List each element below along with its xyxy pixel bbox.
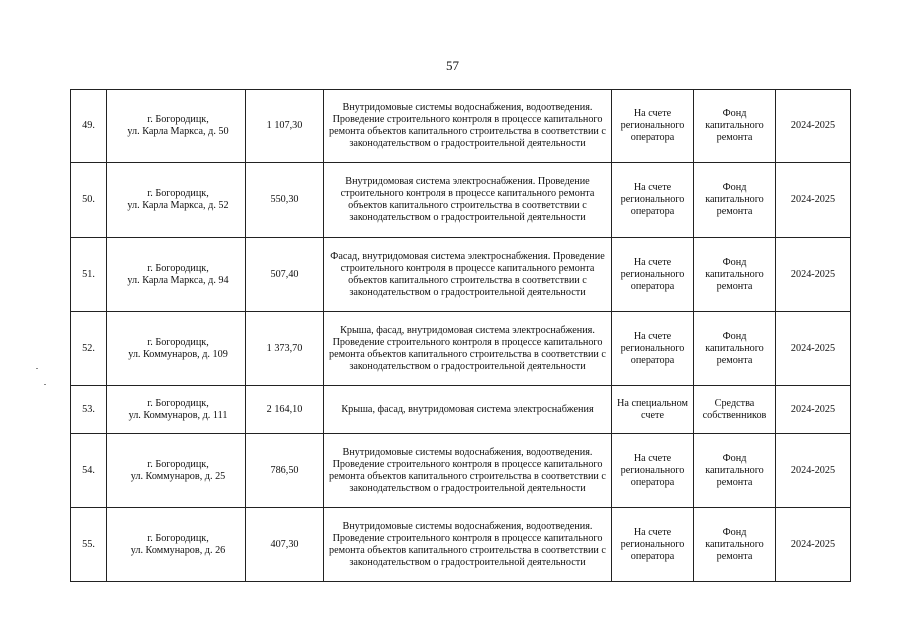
- address-cell: [107, 312, 246, 386]
- account-cell: На счете регионального оператора: [612, 434, 694, 508]
- table-row: [71, 90, 851, 163]
- table-row: [71, 163, 851, 238]
- row-number: 55.: [71, 508, 107, 582]
- address-street: ул. Карла Маркса, д. 50: [127, 126, 229, 137]
- table-row: [71, 312, 851, 386]
- works-cell: Внутридомовая система электроснабжения. Проведение строительного контроля в процессе капитального ремонта объектов капитального строительства в соответствии с законодательством о градостроительной деятельности: [324, 163, 612, 238]
- account-cell: На счете регионального оператора: [612, 238, 694, 312]
- address-city: г. Богородицк,: [147, 188, 209, 199]
- cost-cell: 1 373,70: [246, 312, 324, 386]
- table-row: [71, 508, 851, 582]
- address-city: г. Богородицк,: [147, 458, 209, 470]
- address-street: ул. Коммунаров, д. 25: [130, 470, 226, 482]
- scan-artifact-mark: [44, 384, 46, 385]
- repair-registry-table: [70, 89, 851, 582]
- row-number: 50.: [71, 163, 107, 238]
- cost-cell: 1 107,30: [246, 90, 324, 163]
- address-cell: [107, 508, 246, 582]
- account-cell: На счете регионального оператора: [612, 312, 694, 386]
- cost-cell: 507,40: [246, 238, 324, 312]
- row-number: 52.: [71, 312, 107, 386]
- cost-cell: 550,30: [246, 163, 324, 238]
- table-row: [71, 238, 851, 312]
- address-street: ул. Коммунаров, д. 26: [130, 544, 226, 556]
- funding-source-cell: Фонд капитального ремонта: [694, 238, 776, 312]
- works-cell: Внутридомовые системы водоснабжения, водоотведения. Проведение строительного контроля в процессе капитального ремонта объектов капитального строительства в соответствии с законодательством о градостроительной деятельности: [324, 90, 612, 163]
- period-cell: 2024-2025: [776, 312, 851, 386]
- cost-cell: 786,50: [246, 434, 324, 508]
- period-cell: 2024-2025: [776, 163, 851, 238]
- works-cell: Внутридомовые системы водоснабжения, водоотведения. Проведение строительного контроля в процессе капитального ремонта объектов капитального строительства в соответствии с законодательством о градостроительной деятельности: [324, 508, 612, 582]
- works-cell: Фасад, внутридомовая система электроснабжения. Проведение строительного контроля в процессе капитального ремонта объектов капитального строительства в соответствии с законодательством о градостроительной деятельности: [324, 238, 612, 312]
- funding-source-cell: Фонд капитального ремонта: [694, 508, 776, 582]
- address-cell: [107, 386, 246, 434]
- funding-source-cell: Фонд капитального ремонта: [694, 434, 776, 508]
- address-street: ул. Коммунаров, д. 111: [128, 409, 228, 421]
- row-number: 49.: [71, 90, 107, 163]
- row-number: 53.: [71, 386, 107, 434]
- address-city: г. Богородицк,: [147, 114, 209, 125]
- address-street: ул. Карла Маркса, д. 52: [127, 200, 229, 211]
- address-cell: [107, 163, 246, 238]
- row-number: 54.: [71, 434, 107, 508]
- funding-source-cell: Средства собственников: [694, 386, 776, 434]
- address-city: г. Богородицк,: [147, 532, 209, 544]
- address-street: ул. Коммунаров, д. 109: [128, 348, 228, 360]
- period-cell: 2024-2025: [776, 238, 851, 312]
- works-cell: Крыша, фасад, внутридомовая система электроснабжения. Проведение строительного контроля в процессе капитального ремонта объектов капитального строительства в соответствии с законодательством о градостроительной деятельности: [324, 312, 612, 386]
- scan-artifact-mark: [36, 368, 38, 369]
- address-cell: [107, 434, 246, 508]
- account-cell: На специальном счете: [612, 386, 694, 434]
- period-cell: 2024-2025: [776, 508, 851, 582]
- funding-source-cell: Фонд капитального ремонта: [694, 90, 776, 163]
- table-row: [71, 386, 851, 434]
- account-cell: На счете регионального оператора: [612, 508, 694, 582]
- cost-cell: 2 164,10: [246, 386, 324, 434]
- works-cell: Внутридомовые системы водоснабжения, водоотведения. Проведение строительного контроля в процессе капитального ремонта объектов капитального строительства в соответствии с законодательством о градостроительной деятельности: [324, 434, 612, 508]
- cost-cell: 407,30: [246, 508, 324, 582]
- page-number: 57: [446, 58, 459, 73]
- address-city: г. Богородицк,: [147, 262, 209, 274]
- funding-source-cell: Фонд капитального ремонта: [694, 163, 776, 238]
- address-city: г. Богородицк,: [147, 397, 209, 409]
- period-cell: 2024-2025: [776, 434, 851, 508]
- account-cell: На счете регионального оператора: [612, 163, 694, 238]
- period-cell: 2024-2025: [776, 386, 851, 434]
- period-cell: 2024-2025: [776, 90, 851, 163]
- row-number: 51.: [71, 238, 107, 312]
- account-cell: На счете регионального оператора: [612, 90, 694, 163]
- funding-source-cell: Фонд капитального ремонта: [694, 312, 776, 386]
- table-row: [71, 434, 851, 508]
- address-street: ул. Карла Маркса, д. 94: [127, 274, 229, 286]
- works-cell: Крыша, фасад, внутридомовая система электроснабжения: [324, 386, 612, 434]
- address-cell: [107, 90, 246, 163]
- address-cell: [107, 238, 246, 312]
- address-city: г. Богородицк,: [147, 336, 209, 348]
